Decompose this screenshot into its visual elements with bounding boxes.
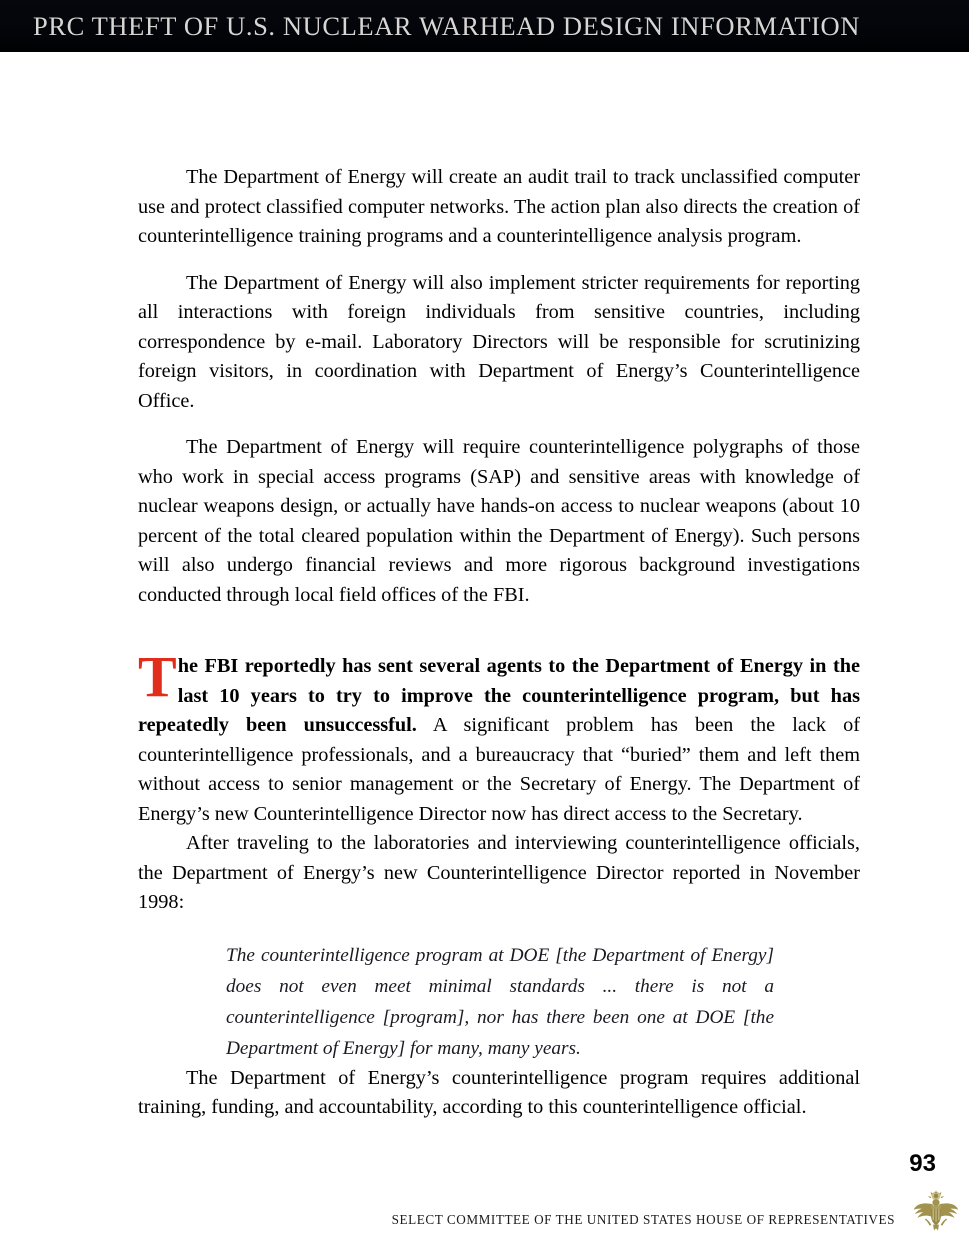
dropcap-bold-lead: he FBI reportedly has sent several agents to the Department of Energy in the last 10 years to try to improve the counterintelligence program, but has repeatedly been unsuccessful.: [138, 655, 860, 736]
body-paragraph: The Department of Energy will require counterintelligence polygraphs of those who work in special access programs (SAP) and sensitive areas with knowledge of nuclear weapons design, or actually have hands-on access to nuclear weapons (about 10 percent of the total cleared population within the Department of Energy). Such persons will also undergo financial reviews and more rigorous background investigations conducted through local field offices of the FBI.: [138, 436, 860, 606]
page-text-column: [138, 163, 860, 1123]
page-number: 93: [909, 1150, 936, 1177]
footer-attribution: SELECT COMMITTEE OF THE UNITED STATES HOUSE OF REPRESENTATIVES: [391, 1212, 895, 1227]
dropcap-paragraph-rest: A significant problem has been the lack of counterintelligence professionals, and a bureaucracy that “buried” them and left them without access to senior management or the Secretary of Energy. The Department of Energy’s new Counterintelligence Director now has direct access to the Secretary.: [138, 714, 860, 825]
closing-paragraph: The Department of Energy’s counterintelligence program requires additional training, funding, and accountability, according to this counterintelligence official.: [138, 1066, 860, 1118]
drop-cap-letter: T: [138, 644, 177, 709]
running-header: [0, 0, 969, 52]
dropcap-paragraph: [138, 644, 860, 829]
us-house-eagle-seal-icon: [912, 1190, 960, 1233]
running-header-title: PRC THEFT OF U.S. NUCLEAR WARHEAD DESIGN INFORMATION: [33, 10, 861, 41]
block-quote: The counterintelligence program at DOE [the Department of Energy] does not even meet minimal standards ... there is not a counterintelligence [program], nor has there been one at DOE [the Department of Energy] for many, many years.: [226, 944, 774, 1059]
quote-intro-paragraph: After traveling to the laboratories and interviewing counterintelligence officials, the Department of Energy’s new Counterintelligence Director reported in November 1998:: [138, 832, 860, 913]
body-paragraph: The Department of Energy will create an audit trail to track unclassified computer use and protect classified computer networks. The action plan also directs the creation of counterintelligence training programs and a counterintelligence analysis program.: [138, 166, 860, 247]
body-paragraph: The Department of Energy will also implement stricter requirements for reporting all interactions with foreign individuals from sensitive countries, including correspondence by e-mail. Laboratory Directors will be responsible for scrutinizing foreign visitors, in coordination with Department of Energy’s Counterintelligence Office.: [138, 271, 860, 412]
